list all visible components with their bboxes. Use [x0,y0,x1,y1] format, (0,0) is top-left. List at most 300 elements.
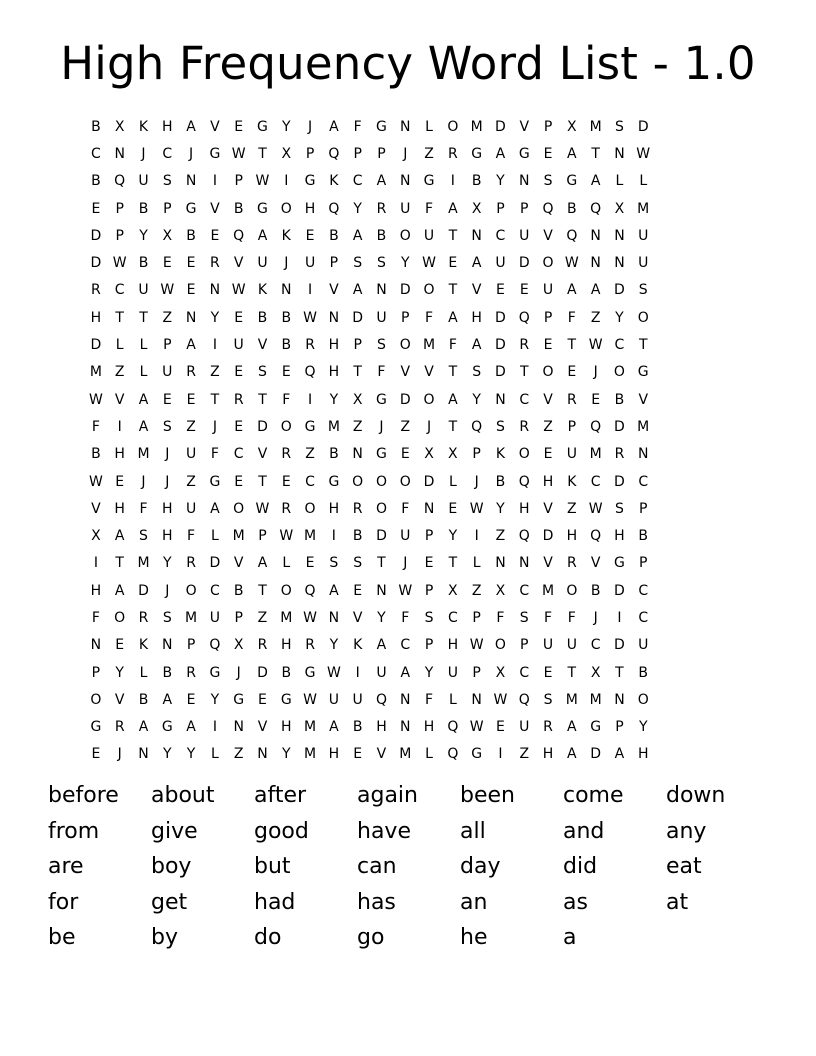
grid-letter: X [495,582,506,599]
grid-letter: U [162,364,173,381]
grid-letter: N [90,637,102,654]
grid-letter: U [304,255,316,272]
grid-letter: O [114,609,126,626]
grid-letter: V [114,691,125,708]
grid-row [84,577,736,604]
grid-letter: Q [542,200,554,217]
grid-letter: G [304,664,316,681]
grid-letter: V [376,746,387,763]
grid-letter: S [162,418,172,435]
grid-letter: T [210,391,220,408]
grid-letter: O [375,473,387,490]
grid-letter: A [567,145,577,162]
grid-letter: L [425,118,433,135]
grid-letter: W [564,255,579,272]
grid-letter: B [91,446,101,463]
grid-letter: Y [329,391,339,408]
grid-letter: B [281,664,292,681]
grid-letter: N [614,227,625,244]
word-list-item: again [357,783,418,808]
grid-letter: N [519,555,530,572]
grid-letter: P [472,446,481,463]
grid-letter: O [233,500,245,517]
grid-letter: H [114,446,125,463]
grid-letter: B [281,337,292,354]
grid-letter: N [400,118,411,135]
grid-letter: A [448,391,458,408]
grid-row [84,113,736,140]
grid-letter: N [400,719,411,736]
grid-letter: A [567,746,577,763]
grid-letter: Q [518,309,530,326]
word-list-item: do [254,925,282,950]
grid-letter: T [258,582,267,599]
grid-letter: R [566,391,577,408]
grid-letter: O [518,446,530,463]
grid-letter: E [186,691,196,708]
grid-row [84,686,736,713]
grid-letter: G [566,173,578,190]
grid-letter: P [163,200,172,217]
grid-letter: N [352,446,363,463]
grid-letter: T [258,473,267,490]
grid-letter: I [212,337,217,354]
grid-letter: T [448,555,458,572]
grid-letter: E [234,473,244,490]
grid-letter: W [493,691,508,708]
grid-letter: L [615,173,624,190]
word-list-item: from [48,818,100,844]
grid-letter: W [279,528,294,545]
grid-letter: R [352,500,363,517]
grid-letter: M [185,609,198,626]
grid-letter: C [519,582,530,599]
grid-letter: U [138,282,149,299]
grid-letter: D [423,473,435,490]
grid-letter: M [399,746,412,763]
grid-letter: J [593,609,598,626]
grid-letter: A [590,173,601,190]
grid-letter: M [637,200,650,217]
grid-letter: G [304,418,316,435]
grid-letter: U [638,637,649,654]
grid-letter: B [638,528,649,545]
grid-letter: H [328,500,340,517]
grid-letter: Y [329,637,339,654]
grid-letter: Q [518,473,530,490]
grid-letter: E [281,364,291,381]
grid-row [84,468,736,495]
grid-letter: G [471,746,483,763]
grid-letter: Q [590,528,602,545]
grid-letter: M [423,337,436,354]
grid-letter: U [519,227,530,244]
grid-letter: G [209,473,221,490]
grid-letter: E [91,200,101,217]
grid-letter: Y [353,200,362,217]
grid-letter: Y [377,609,386,626]
word-list-item: after [254,783,307,808]
grid-letter: X [614,200,625,217]
grid-letter: H [328,746,340,763]
grid-letter: B [376,227,387,244]
grid-letter: N [614,145,625,162]
word-list-item: day [460,854,501,879]
grid-letter: W [88,391,103,408]
grid-letter: T [258,145,267,162]
grid-letter: A [376,173,387,190]
grid-letter: U [566,637,577,654]
grid-letter: V [210,118,220,135]
grid-letter: O [399,337,411,354]
grid-letter: C [590,473,601,490]
word-search-grid [84,113,736,768]
grid-letter: J [284,255,289,272]
grid-letter: M [137,555,150,572]
grid-letter: N [614,255,625,272]
grid-letter: R [210,255,220,272]
grid-letter: B [352,528,363,545]
grid-letter: H [542,473,554,490]
grid-letter: O [375,500,387,517]
grid-letter: Y [496,500,505,517]
word-list-item: a [563,925,577,950]
grid-letter: S [543,691,553,708]
grid-letter: T [115,309,124,326]
grid-letter: G [233,691,245,708]
grid-letter: E [162,391,172,408]
grid-letter: N [185,309,197,326]
grid-letter: R [114,719,125,736]
grid-letter: C [352,173,363,190]
grid-letter: H [542,746,554,763]
grid-letter: B [495,473,506,490]
grid-letter: R [566,555,577,572]
grid-letter: G [590,719,602,736]
grid-letter: R [519,337,530,354]
grid-letter: X [495,664,506,681]
grid-letter: Z [400,418,411,435]
grid-letter: E [424,555,434,572]
grid-letter: I [212,719,217,736]
grid-letter: E [186,282,196,299]
grid-letter: P [163,337,172,354]
grid-letter: W [255,500,270,517]
grid-letter: P [424,582,434,599]
grid-letter: L [448,691,457,708]
grid-letter: S [424,609,434,626]
grid-letter: G [304,173,316,190]
grid-letter: F [425,691,434,708]
grid-letter: U [233,337,244,354]
grid-letter: L [472,555,481,572]
grid-letter: Y [186,746,196,763]
grid-letter: M [589,691,602,708]
grid-letter: N [281,282,292,299]
grid-letter: P [472,609,481,626]
grid-letter: A [376,637,387,654]
grid-letter: H [447,637,459,654]
grid-letter: G [209,664,221,681]
grid-letter: V [114,391,125,408]
grid-letter: X [448,446,458,463]
grid-letter: U [209,609,220,626]
grid-letter: F [567,309,576,326]
grid-row [84,441,736,468]
grid-letter: T [448,282,458,299]
grid-letter: F [91,418,100,435]
grid-letter: W [588,337,603,354]
grid-letter: D [257,664,268,681]
grid-letter: R [447,145,458,162]
grid-letter: L [282,555,291,572]
grid-letter: D [518,255,530,272]
grid-letter: C [162,145,173,162]
grid-letter: E [543,337,553,354]
grid-letter: B [614,391,625,408]
grid-letter: Q [566,227,578,244]
grid-letter: H [518,500,530,517]
grid-letter: A [471,255,482,272]
grid-letter: O [423,391,435,408]
grid-letter: D [614,418,625,435]
grid-letter: N [209,282,221,299]
word-list-item: has [357,889,396,915]
grid-letter: B [138,255,149,272]
grid-letter: J [236,664,241,681]
word-list-item: are [48,854,84,879]
grid-letter: Q [304,582,316,599]
grid-letter: W [303,691,317,708]
grid-letter: X [162,227,173,244]
word-list-item: give [151,818,198,844]
grid-letter: B [590,582,601,599]
grid-letter: H [162,528,173,545]
grid-letter: C [400,637,411,654]
grid-letter: C [305,473,315,490]
grid-letter: F [377,364,386,381]
grid-letter: V [233,555,244,572]
grid-letter: D [399,282,411,299]
grid-letter: W [469,719,484,736]
word-list-item: can [357,854,397,879]
grid-letter: M [304,719,317,736]
grid-letter: O [90,691,102,708]
grid-letter: A [448,200,458,217]
grid-letter: C [91,145,101,162]
grid-letter: E [305,555,315,572]
grid-letter: F [401,609,410,626]
grid-letter: E [234,418,244,435]
grid-letter: P [424,528,434,545]
grid-letter: J [593,364,598,381]
grid-letter: E [567,364,577,381]
grid-letter: N [257,746,268,763]
grid-letter: T [258,391,267,408]
grid-letter: F [425,200,434,217]
grid-letter: S [353,555,363,572]
grid-letter: P [258,528,267,545]
grid-letter: C [519,391,530,408]
word-list-item: any [666,818,707,844]
grid-letter: Y [496,173,505,190]
grid-letter: A [138,719,149,736]
grid-letter: H [328,337,340,354]
grid-letter: G [376,446,387,463]
grid-letter: K [353,637,363,654]
grid-letter: H [162,118,173,135]
grid-letter: R [186,664,196,681]
grid-letter: D [590,746,602,763]
grid-letter: K [257,282,268,299]
grid-letter: C [519,664,530,681]
grid-row [84,714,736,741]
grid-letter: H [637,746,649,763]
grid-letter: G [90,719,102,736]
grid-letter: N [138,746,149,763]
grid-letter: B [186,227,196,244]
grid-letter: U [138,173,149,190]
grid-row [84,604,736,631]
grid-letter: O [542,364,554,381]
grid-letter: S [377,337,386,354]
grid-letter: W [303,309,317,326]
grid-letter: T [115,555,124,572]
grid-letter: F [139,500,148,517]
grid-letter: K [281,227,291,244]
grid-letter: C [614,337,625,354]
grid-letter: I [474,528,479,545]
word-list-item: did [563,854,598,879]
grid-letter: T [567,337,577,354]
grid-letter: S [496,418,505,435]
grid-letter: P [115,200,124,217]
grid-letter: E [496,719,505,736]
grid-letter: S [353,255,363,272]
grid-letter: I [617,609,622,626]
grid-letter: R [91,282,101,299]
grid-letter: G [518,145,530,162]
grid-letter: O [637,691,649,708]
grid-letter: M [589,118,602,135]
grid-letter: N [328,609,340,626]
grid-letter: E [234,118,244,135]
grid-letter: W [255,173,270,190]
grid-letter: P [520,637,529,654]
grid-letter: V [400,364,411,381]
grid-letter: E [400,446,410,463]
grid-letter: J [308,118,313,135]
grid-letter: K [567,473,577,490]
grid-letter: G [637,364,649,381]
grid-letter: O [304,500,316,517]
grid-letter: E [186,255,196,272]
grid-letter: N [376,282,387,299]
word-list-item: had [254,889,296,915]
grid-letter: Q [209,637,221,654]
grid-letter: S [162,173,172,190]
grid-letter: O [399,473,411,490]
word-list-item: go [357,925,385,950]
grid-letter: L [639,173,648,190]
grid-letter: W [469,500,484,517]
grid-letter: J [141,145,146,162]
grid-letter: U [257,255,268,272]
grid-letter: T [567,664,577,681]
grid-letter: X [590,664,601,681]
grid-letter: H [566,528,578,545]
grid-letter: J [141,473,146,490]
grid-letter: J [117,746,122,763]
grid-letter: S [614,118,624,135]
grid-row [84,522,736,549]
grid-letter: T [519,364,529,381]
grid-letter: N [471,227,482,244]
grid-row [84,550,736,577]
word-list-item: as [563,889,588,915]
word-list-item: at [666,889,689,915]
grid-letter: W [160,282,175,299]
grid-letter: S [162,609,172,626]
grid-letter: B [138,691,149,708]
grid-letter: P [234,609,243,626]
grid-letter: Z [495,528,506,545]
grid-letter: G [209,145,221,162]
grid-letter: N [614,691,625,708]
grid-letter: Q [114,173,126,190]
grid-letter: G [614,555,625,572]
word-list [48,778,788,956]
grid-letter: S [139,528,148,545]
grid-letter: R [281,446,292,463]
grid-letter: U [638,255,649,272]
word-list-item: come [563,783,624,808]
grid-letter: H [90,309,102,326]
grid-letter: T [638,337,648,354]
grid-letter: M [137,446,150,463]
grid-letter: J [165,582,170,599]
grid-letter: O [494,637,506,654]
word-list-item: be [48,925,76,950]
grid-letter: I [93,555,98,572]
grid-letter: M [280,609,293,626]
grid-letter: F [567,609,576,626]
grid-letter: I [450,173,455,190]
grid-letter: U [447,664,458,681]
grid-letter: L [139,337,148,354]
grid-letter: U [542,282,554,299]
grid-letter: W [88,473,103,490]
grid-letter: I [355,664,360,681]
grid-letter: P [543,118,553,135]
grid-letter: J [403,145,408,162]
grid-letter: U [328,691,339,708]
word-list-item: he [460,925,488,950]
grid-letter: B [233,200,244,217]
word-list-item: down [666,783,726,808]
grid-row [84,359,736,386]
grid-letter: I [331,528,336,545]
grid-letter: A [186,719,196,736]
word-list-item: have [357,818,411,844]
grid-letter: P [567,418,577,435]
grid-letter: U [423,227,435,244]
grid-letter: N [114,145,125,162]
grid-letter: R [376,200,387,217]
grid-letter: V [210,200,220,217]
grid-letter: H [281,719,292,736]
grid-letter: E [543,145,553,162]
